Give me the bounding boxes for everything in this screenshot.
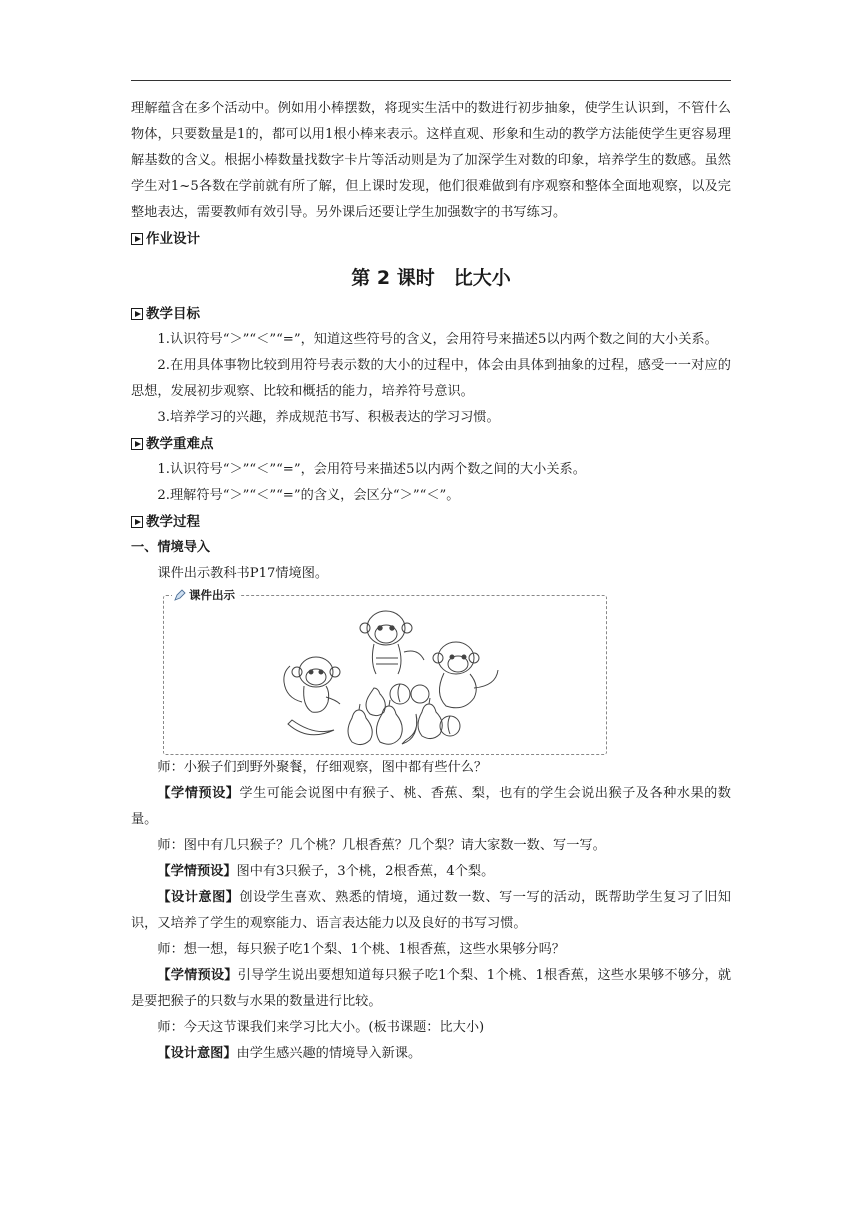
- lesson-title: 第 2 课时 比大小: [351, 267, 511, 289]
- dialogue-paragraph: 师：图中有几只猴子？几个桃？几根香蕉？几个梨？请大家数一数、写一写。: [157, 838, 606, 853]
- courseware-figure: [163, 588, 607, 755]
- process-heading: [131, 509, 731, 535]
- intro-paragraph: 理解蕴含在多个活动中。例如用小棒摆数，将现实生活中的数进行初步抽象，使学生认识到，不管什么物体，只要数量是1的，都可以用1根小棒来表示。这样直观、形象和生动的教学方法能使学生更容易理解基数的含义。根据小棒数量找数字卡片等活动则是为了加深学生对数的印象，培养学生的数感。虽然学生对1~5各数在学前就有所了解，但上课时发现，他们很难做到有序观察和整体全面地观察，以及完整地表达，需要教师有效引导。另外课后还要让学生加强数字的书写练习。: [131, 101, 731, 220]
- key-points-heading-label: 教学重难点: [146, 436, 214, 452]
- dialogue-paragraph: 师：小猴子们到野外聚餐，仔细观察，图中都有些什么？: [157, 760, 488, 775]
- monkeys-fruit-illustration: [274, 602, 514, 750]
- key-point-item: 2.理解符号“＞”“＜”“=”的含义，会区分“＞”“＜”。: [157, 488, 460, 503]
- process-heading-label: 教学过程: [146, 514, 200, 530]
- dialogue-paragraph: 【学情预设】学生可能会说图中有猴子、桃、香蕉、梨，也有的学生会说出猴子及各种水果的数量。: [131, 786, 731, 827]
- dialogue-paragraph: 【学情预设】图中有3只猴子，3个桃，2根香蕉，4个梨。: [157, 864, 495, 879]
- figure-label: [172, 587, 239, 603]
- objective-item: 2.在用具体事物比较到用符号表示数的大小的过程中，体会由具体到抽象的过程，感受一一对应的思想，发展初步观察、比较和概括的能力，培养符号意识。: [131, 358, 731, 399]
- monkey-top-icon: [360, 611, 424, 674]
- dialogue-paragraph: 师：想一想，每只猴子吃1个梨、1个桃、1根香蕉，这些水果够分吗？: [157, 942, 565, 957]
- play-box-icon: [131, 516, 143, 528]
- key-point-item: 1.认识符号“＞”“＜”“=”，会用符号来描述5以内两个数之间的大小关系。: [157, 462, 586, 477]
- monkey-left-icon: [284, 657, 340, 712]
- dialogue-paragraph: 【设计意图】创设学生喜欢、熟悉的情境，通过数一数、写一写的活动，既帮助学生复习了旧知识，又培养了学生的观察能力、语言表达能力以及良好的书写习惯。: [131, 890, 731, 931]
- objectives-heading: [131, 301, 731, 327]
- courseware-line: 课件出示教科书P17情境图。: [157, 566, 329, 581]
- homework-heading-label: 作业设计: [146, 231, 200, 247]
- play-box-icon: [131, 308, 143, 320]
- dialogue-paragraph: 【设计意图】由学生感兴趣的情境导入新课。: [157, 1046, 422, 1061]
- homework-heading: [131, 226, 731, 252]
- document-body: [131, 96, 731, 1067]
- pencil-icon: [174, 589, 186, 601]
- figure-label-text: 课件出示: [189, 588, 235, 602]
- objectives-heading-label: 教学目标: [146, 306, 200, 322]
- dialogue-paragraph: 【学情预设】引导学生说出要想知道每只猴子吃1个梨、1个桃、1根香蕉，这些水果够不够分，就是要把猴子的只数与水果的数量进行比较。: [131, 968, 732, 1009]
- objective-item: 1.认识符号“＞”“＜”“=”，知道这些符号的含义，会用符号来描述5以内两个数之间的大小关系。: [157, 332, 718, 347]
- dialogue-paragraph: 师：今天这节课我们来学习比大小。(板书课题：比大小): [157, 1020, 485, 1035]
- pear-icon: [348, 688, 442, 745]
- play-box-icon: [131, 233, 143, 245]
- section1-heading: 一、情境导入: [131, 540, 211, 555]
- header-rule: [131, 80, 731, 81]
- play-box-icon: [131, 438, 143, 450]
- monkey-right-icon: [433, 642, 498, 708]
- banana-icon: [288, 714, 417, 744]
- key-points-heading: [131, 431, 731, 457]
- peach-icon: [390, 684, 460, 736]
- objective-item: 3.培养学习的兴趣，养成规范书写、积极表达的学习习惯。: [157, 410, 500, 425]
